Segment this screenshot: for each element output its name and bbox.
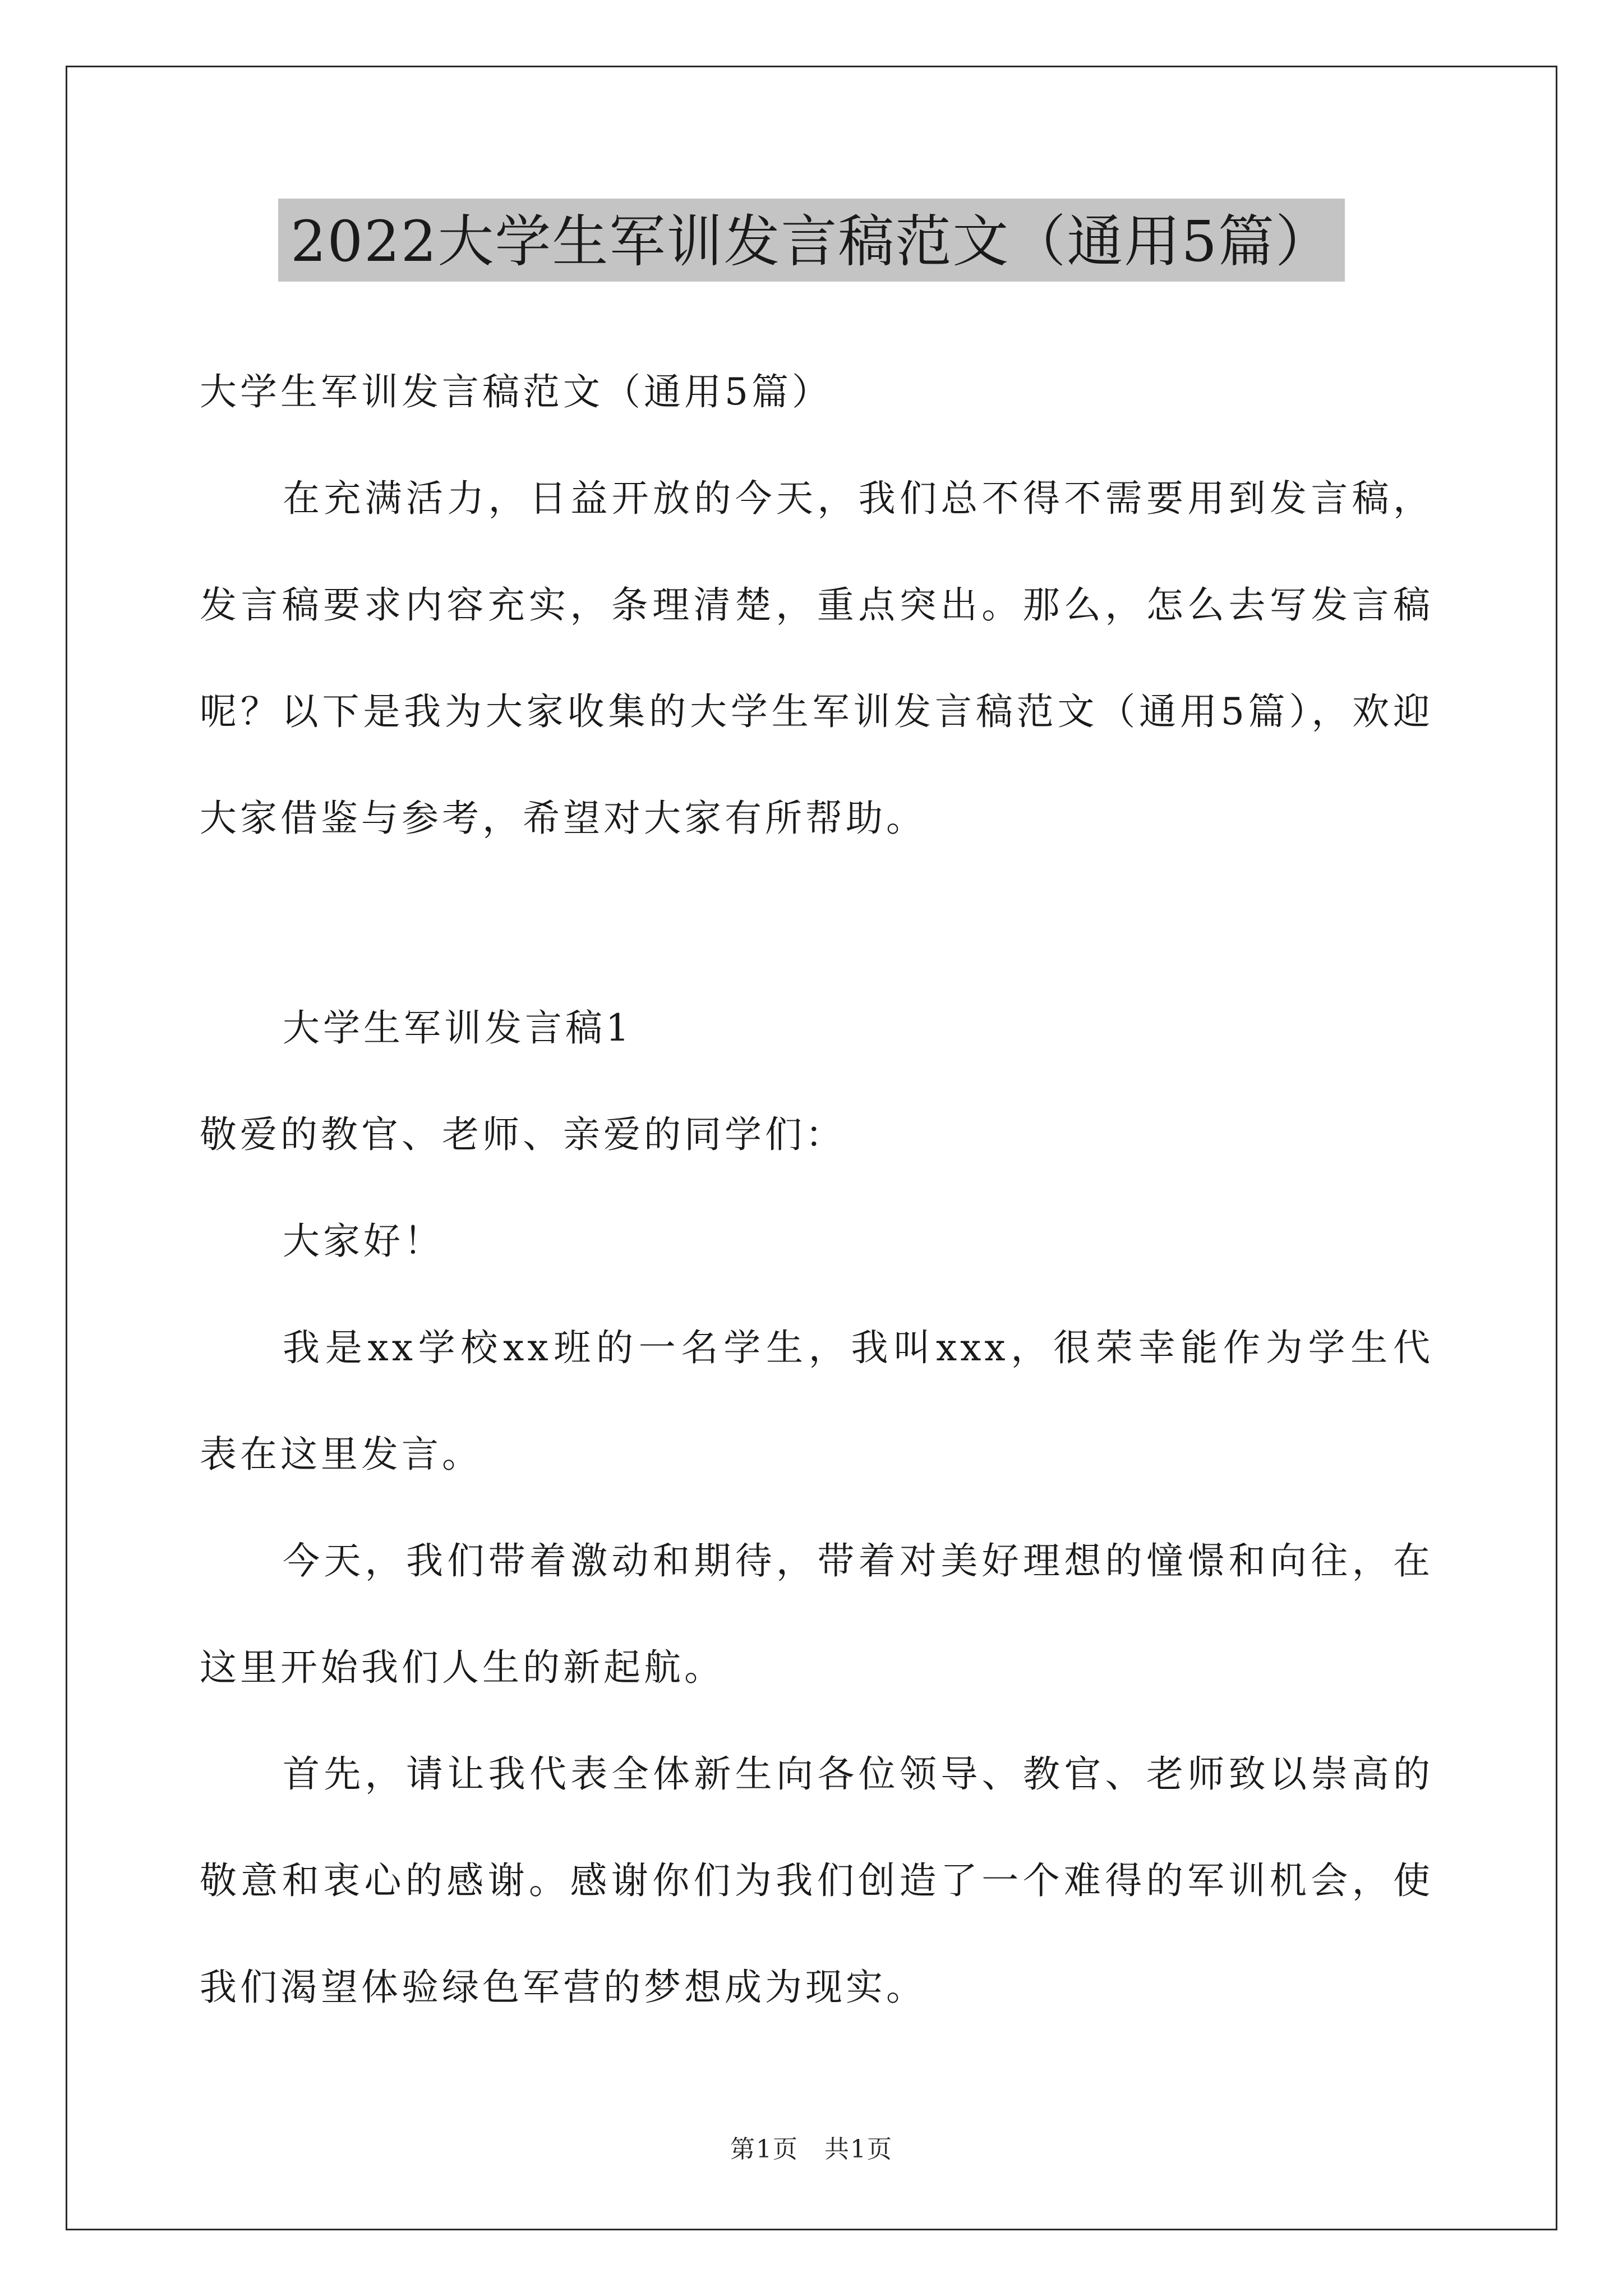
salutation: 敬爱的教官、老师、亲爱的同学们： xyxy=(200,1113,846,1156)
paragraph-line: 首先，请让我代表全体新生向各位领导、教官、老师致以崇高的 xyxy=(283,1752,1433,1796)
intro-line: 发言稿要求内容充实，条理清楚，重点突出。那么，怎么去写发言稿 xyxy=(200,583,1433,627)
title-block xyxy=(0,199,1623,282)
paragraph-line: 今天，我们带着激动和期待，带着对美好理想的憧憬和向往，在 xyxy=(283,1539,1433,1582)
intro-line: 在充满活力，日益开放的今天，我们总不得不需要用到发言稿， xyxy=(283,477,1433,520)
paragraph-line: 我们渴望体验绿色军营的梦想成为现实。 xyxy=(200,1966,926,2009)
paragraph-line: 我是xx学校xx班的一名学生，我叫xxx，很荣幸能作为学生代 xyxy=(283,1326,1433,1369)
subtitle: 大学生军训发言稿范文（通用5篇） xyxy=(200,370,832,413)
document-body xyxy=(200,339,1433,2041)
intro-line: 呢？以下是我为大家收集的大学生军训发言稿范文（通用5篇），欢迎 xyxy=(200,690,1433,733)
paragraph-line: 这里开始我们人生的新起航。 xyxy=(200,1646,725,1689)
blank-line xyxy=(200,872,1433,975)
page-number: 第1页 共1页 xyxy=(730,2135,893,2164)
document-title: 2022大学生军训发言稿范文（通用5篇） xyxy=(278,199,1345,282)
paragraph-line: 表在这里发言。 xyxy=(200,1433,482,1476)
section-heading: 大学生军训发言稿1 xyxy=(283,1006,633,1050)
paragraph-line: 敬意和衷心的感谢。感谢你们为我们创造了一个难得的军训机会，使 xyxy=(200,1859,1433,1902)
intro-line: 大家借鉴与参考，希望对大家有所帮助。 xyxy=(200,797,926,840)
greeting: 大家好！ xyxy=(283,1220,444,1263)
